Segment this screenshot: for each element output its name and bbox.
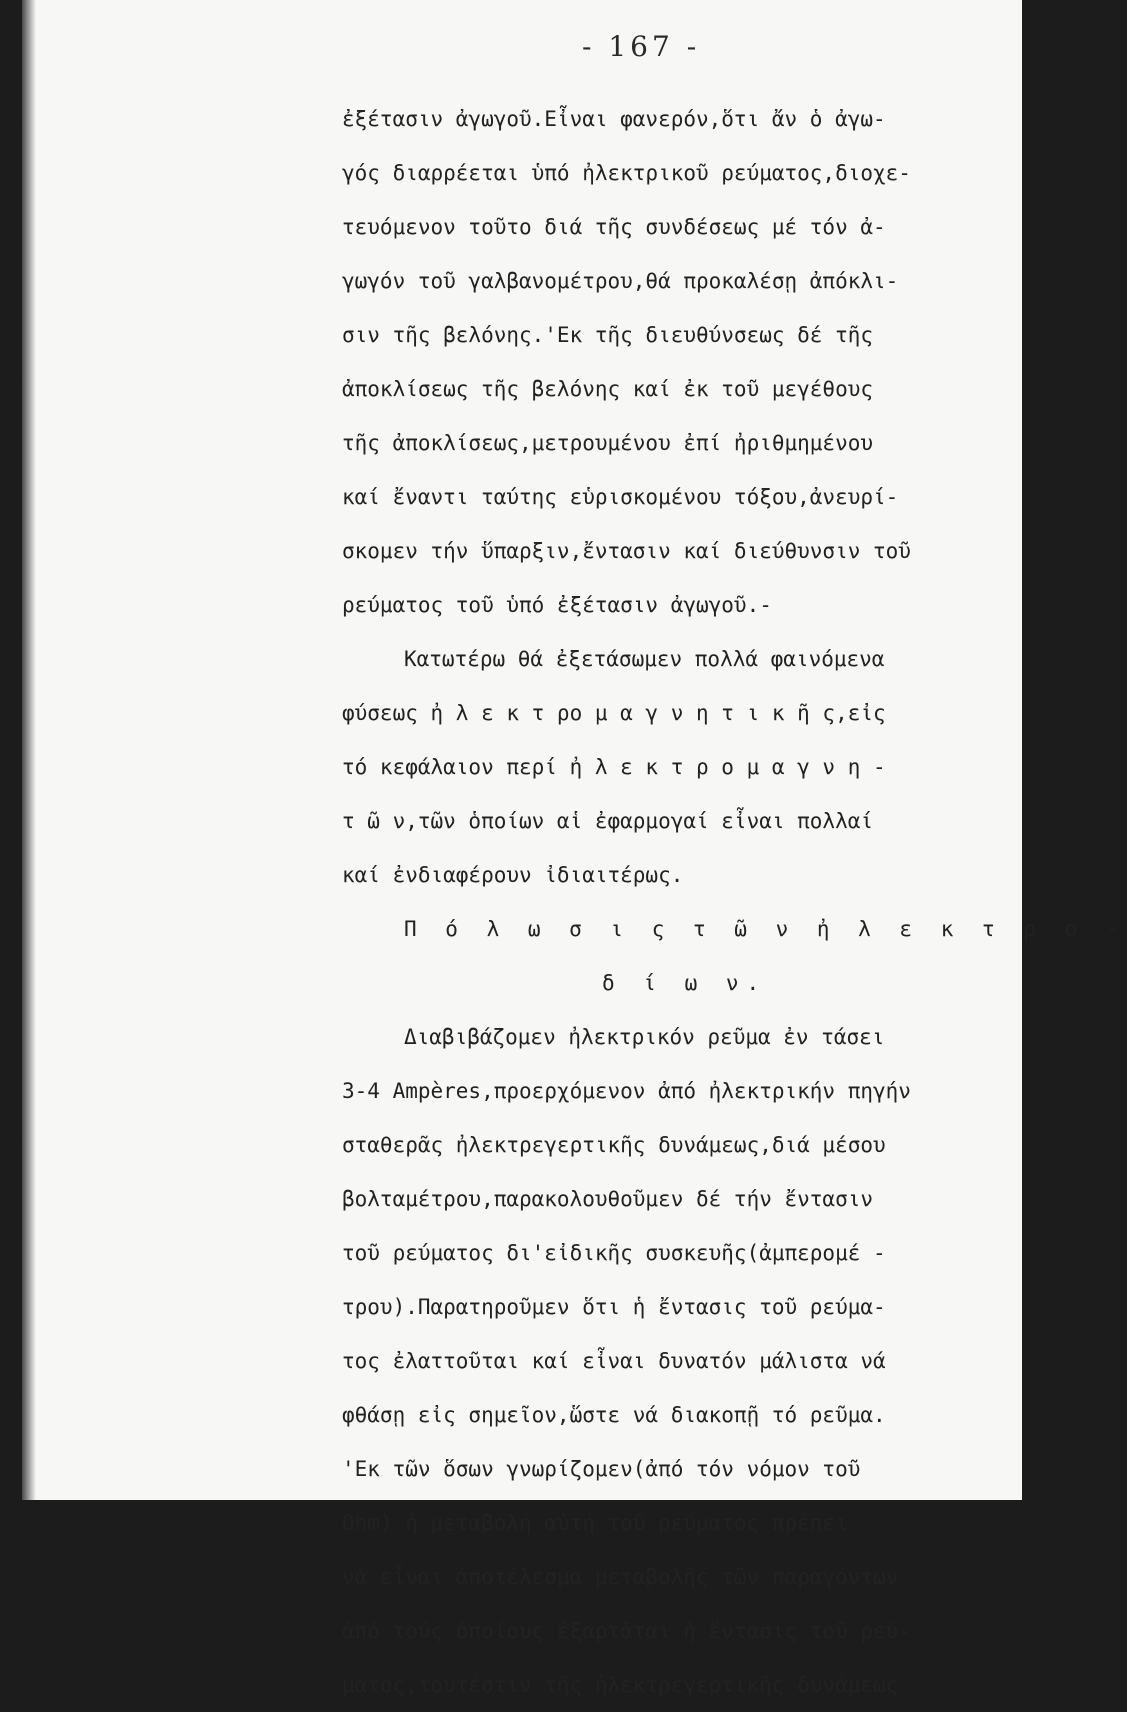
text-line: σταθερᾶς ἠλεκτρεγερτικῆς δυνάμεως,διά μέσου <box>342 1133 886 1157</box>
text-line: ρεύματος τοῦ ὑπό ἐξέτασιν ἀγωγοῦ.- <box>342 593 772 617</box>
text-line: Ohm) ἡ μεταβολή αὐτή τοῦ ρεύματος πρέπει <box>342 1511 848 1535</box>
text-line: νά εἶναι ἀποτέλεσμα μεταβολῆς τῶν παραγόντων <box>342 1565 899 1589</box>
page-edge-shadow <box>22 0 36 1500</box>
section-heading: Π ό λ ω σ ι ς τ ῶ ν ἠ λ ε κ τ ρ ο - <box>404 917 1127 941</box>
text-line: καί ἔναντι ταύτης εὑρισκομένου τόξου,ἀνευρί- <box>342 485 899 509</box>
text-line: φύσεως ἠ λ ε κ τ ρο μ α γ ν η τ ι κ ῆ ς,εἰς <box>342 701 886 725</box>
page-number: - 167 - <box>582 30 701 63</box>
text-line: ἀποκλίσεως τῆς βελόνης καί ἐκ τοῦ μεγέθους <box>342 377 874 401</box>
text-line: καί ἐνδιαφέρουν ἰδιαιτέρως. <box>342 863 684 887</box>
text-line: ματος,τουτέστιν τῆς ἠλεκτρεγερτικῆς δυνάμεως <box>342 1673 899 1697</box>
typewritten-text-block <box>342 92 1127 1712</box>
text-line: σιν τῆς βελόνης.'Εκ τῆς διευθύνσεως δέ τῆς <box>342 323 874 347</box>
text-line: γός διαρρέεται ὑπό ἠλεκτρικοῦ ρεύματος,διοχε- <box>342 161 911 185</box>
text-line: Διαβιβάζομεν ἠλεκτρικόν ρεῦμα ἐν τάσει <box>404 1025 885 1049</box>
text-line: βολταμέτρου,παρακολουθοῦμεν δέ τήν ἔντασιν <box>342 1187 874 1211</box>
text-line: τευόμενον τοῦτο διά τῆς συνδέσεως μέ τόν ἀ- <box>342 215 886 239</box>
text-line: τ ῶ ν,τῶν ὁποίων αἱ ἐφαρμογαί εἶναι πολλαί <box>342 809 874 833</box>
text-line: τῆς ἀποκλίσεως,μετρουμένου ἐπί ἠριθμημένου <box>342 431 874 455</box>
text-line: ἀπό τούς ὁποίους ἐξαρτᾶται ἡ ἔντασις τοῦ ρεύ- <box>342 1619 911 1643</box>
text-line: 'Εκ τῶν ὅσων γνωρίζομεν(ἀπό τόν νόμον τοῦ <box>342 1457 861 1481</box>
document-page <box>22 0 1127 1697</box>
text-line: σκομεν τήν ὕπαρξιν,ἔντασιν καί διεύθυνσιν τοῦ <box>342 539 911 563</box>
text-line: φθάσῃ εἰς σημεῖον,ὥστε νά διακοπῇ τό ρεῦμα. <box>342 1403 886 1427</box>
text-line: Κατωτέρω θά ἐξετάσωμεν πολλά φαινόμενα <box>404 647 885 671</box>
text-line: τοῦ ρεύματος δι'εἰδικῆς συσκευῆς(ἀμπερομέ - <box>342 1241 886 1265</box>
text-line: γωγόν τοῦ γαλβανομέτρου,θά προκαλέσῃ ἀπόκλι- <box>342 269 899 293</box>
text-line: τό κεφάλαιον περί ἠ λ ε κ τ ρ ο μ α γ ν η - <box>342 755 886 779</box>
section-heading-continuation: δ ί ω ν. <box>602 971 768 995</box>
text-line: τρου).Παρατηροῦμεν ὅτι ἡ ἔντασις τοῦ ρεύμα- <box>342 1295 886 1319</box>
text-line: 3-4 Ampères,προερχόμενον ἀπό ἠλεκτρικήν πηγήν <box>342 1079 911 1103</box>
text-line: τος ἐλαττοῦται καί εἶναι δυνατόν μάλιστα νά <box>342 1349 886 1373</box>
text-line: ἐξέτασιν ἀγωγοῦ.Εἶναι φανερόν,ὅτι ἄν ὁ ἀγω- <box>342 107 886 131</box>
